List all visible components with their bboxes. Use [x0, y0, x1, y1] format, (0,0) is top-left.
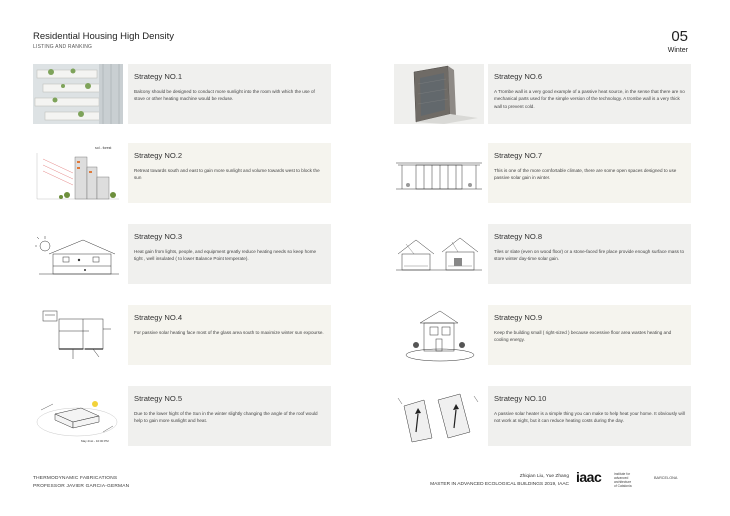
page-title: Residential Housing High Density [33, 31, 174, 42]
diagram-label: sol - forest [95, 146, 112, 150]
course-name: THERMODYNAMIC FABRICATIONS [33, 476, 118, 481]
strategy-title: Strategy NO.1 [134, 72, 183, 81]
professor-name: PROFESSOR JAVIER GARCIA-GERMAN [33, 484, 130, 489]
strategy-text: This is one of the more comfortable climate, there are some open spaces designed to use passive solar gain in winter. [494, 168, 677, 181]
strategy-card-8 [488, 224, 691, 284]
strategy-title: Strategy NO.7 [494, 151, 543, 160]
strategy-text: Due to the lower hight of the Sun in the winter slightly changing the angle of the roof would help to gain more sunlight and heat. [134, 411, 318, 424]
strategy-title: Strategy NO.5 [134, 394, 183, 403]
season-label: Winter [667, 47, 688, 54]
strategy-card-5 [128, 386, 331, 446]
balcony-building-image [33, 64, 123, 124]
strategy-text: Keep the building small ( right-sized ) because excessive floor area wastes heating and cooling energy. [494, 330, 672, 343]
strategy-text: For passive solar heating face most of the glass area south to maximize winter sun expourse. [134, 330, 324, 335]
roof-angle-sun-diagram [33, 386, 123, 446]
diagram-caption: May 21st - 10:00 PM [81, 439, 109, 443]
trombe-wall-render [394, 64, 484, 124]
city-label: BARCELONA [654, 476, 678, 480]
strategy-title: Strategy NO.3 [134, 232, 183, 241]
house-heat-diagram [33, 224, 123, 284]
strategy-title: Strategy NO.6 [494, 72, 543, 81]
floor-plan-sketch [33, 305, 123, 365]
strategy-text: Balcony should be designed to conduct more sunlight into the room with which the use of stove or other heating machine would be reduse. [134, 89, 315, 102]
strategy-card-10 [488, 386, 691, 446]
small-house-sketch [394, 305, 484, 365]
strategy-title: Strategy NO.10 [494, 394, 547, 403]
strategy-text: Retreat towards south and east to gain more sunlight and volume towards west to block the sun [134, 168, 320, 181]
program-name: MASTER IN ADVANCED ECOLOGICAL BUILDINGS 2019, IAAC [430, 482, 569, 487]
strategy-text: Tiles or slate (even on wood floor) or a stone-faced fire place provide enough surface mass to store winter day-time solar gain. [494, 249, 685, 262]
authors: Zhiqian Liu, Yue Zhang [519, 474, 569, 479]
institute-name: institute for advanced architecture of Catalonia [614, 472, 632, 488]
strategy-card-6 [488, 64, 691, 124]
iaac-logo: iaac [576, 469, 602, 485]
strategy-card-3 [128, 224, 331, 284]
strategy-text: A passive solar heater is a simple thing you can make to help heat your home. It obviously will not work at night, but it can reduce heating costs during the day. [494, 411, 685, 424]
strategy-card-1 [128, 64, 331, 124]
strategy-title: Strategy NO.2 [134, 151, 183, 160]
strategy-card-2 [128, 143, 331, 203]
strategy-title: Strategy NO.8 [494, 232, 543, 241]
strategy-text: Heat gain from lights, people, and equipment greatly reduce heating needs so keep home tight , well insulated ( to lower Balance Point temperate). [134, 249, 317, 262]
strategy-title: Strategy NO.9 [494, 313, 543, 322]
strategy-title: Strategy NO.4 [134, 313, 183, 322]
strategy-card-9 [488, 305, 691, 365]
strategy-text: A Trombe wall is a very good example of a passive heat source, in the sense that there are no mechanical parts used for the simple version of the technology. A trombe wall is a very thick wall to prevent cold. [494, 89, 685, 109]
strategy-card-4 [128, 305, 331, 365]
page-number: 05 [671, 28, 688, 45]
strategy-card-7 [488, 143, 691, 203]
sun-section-diagram [33, 143, 123, 203]
open-pavilion-drawing [394, 143, 484, 203]
thermal-mass-houses-diagram [394, 224, 484, 284]
solar-heater-panels-sketch [394, 386, 484, 446]
page-subtitle: LISTING AND RANKING [33, 44, 93, 50]
